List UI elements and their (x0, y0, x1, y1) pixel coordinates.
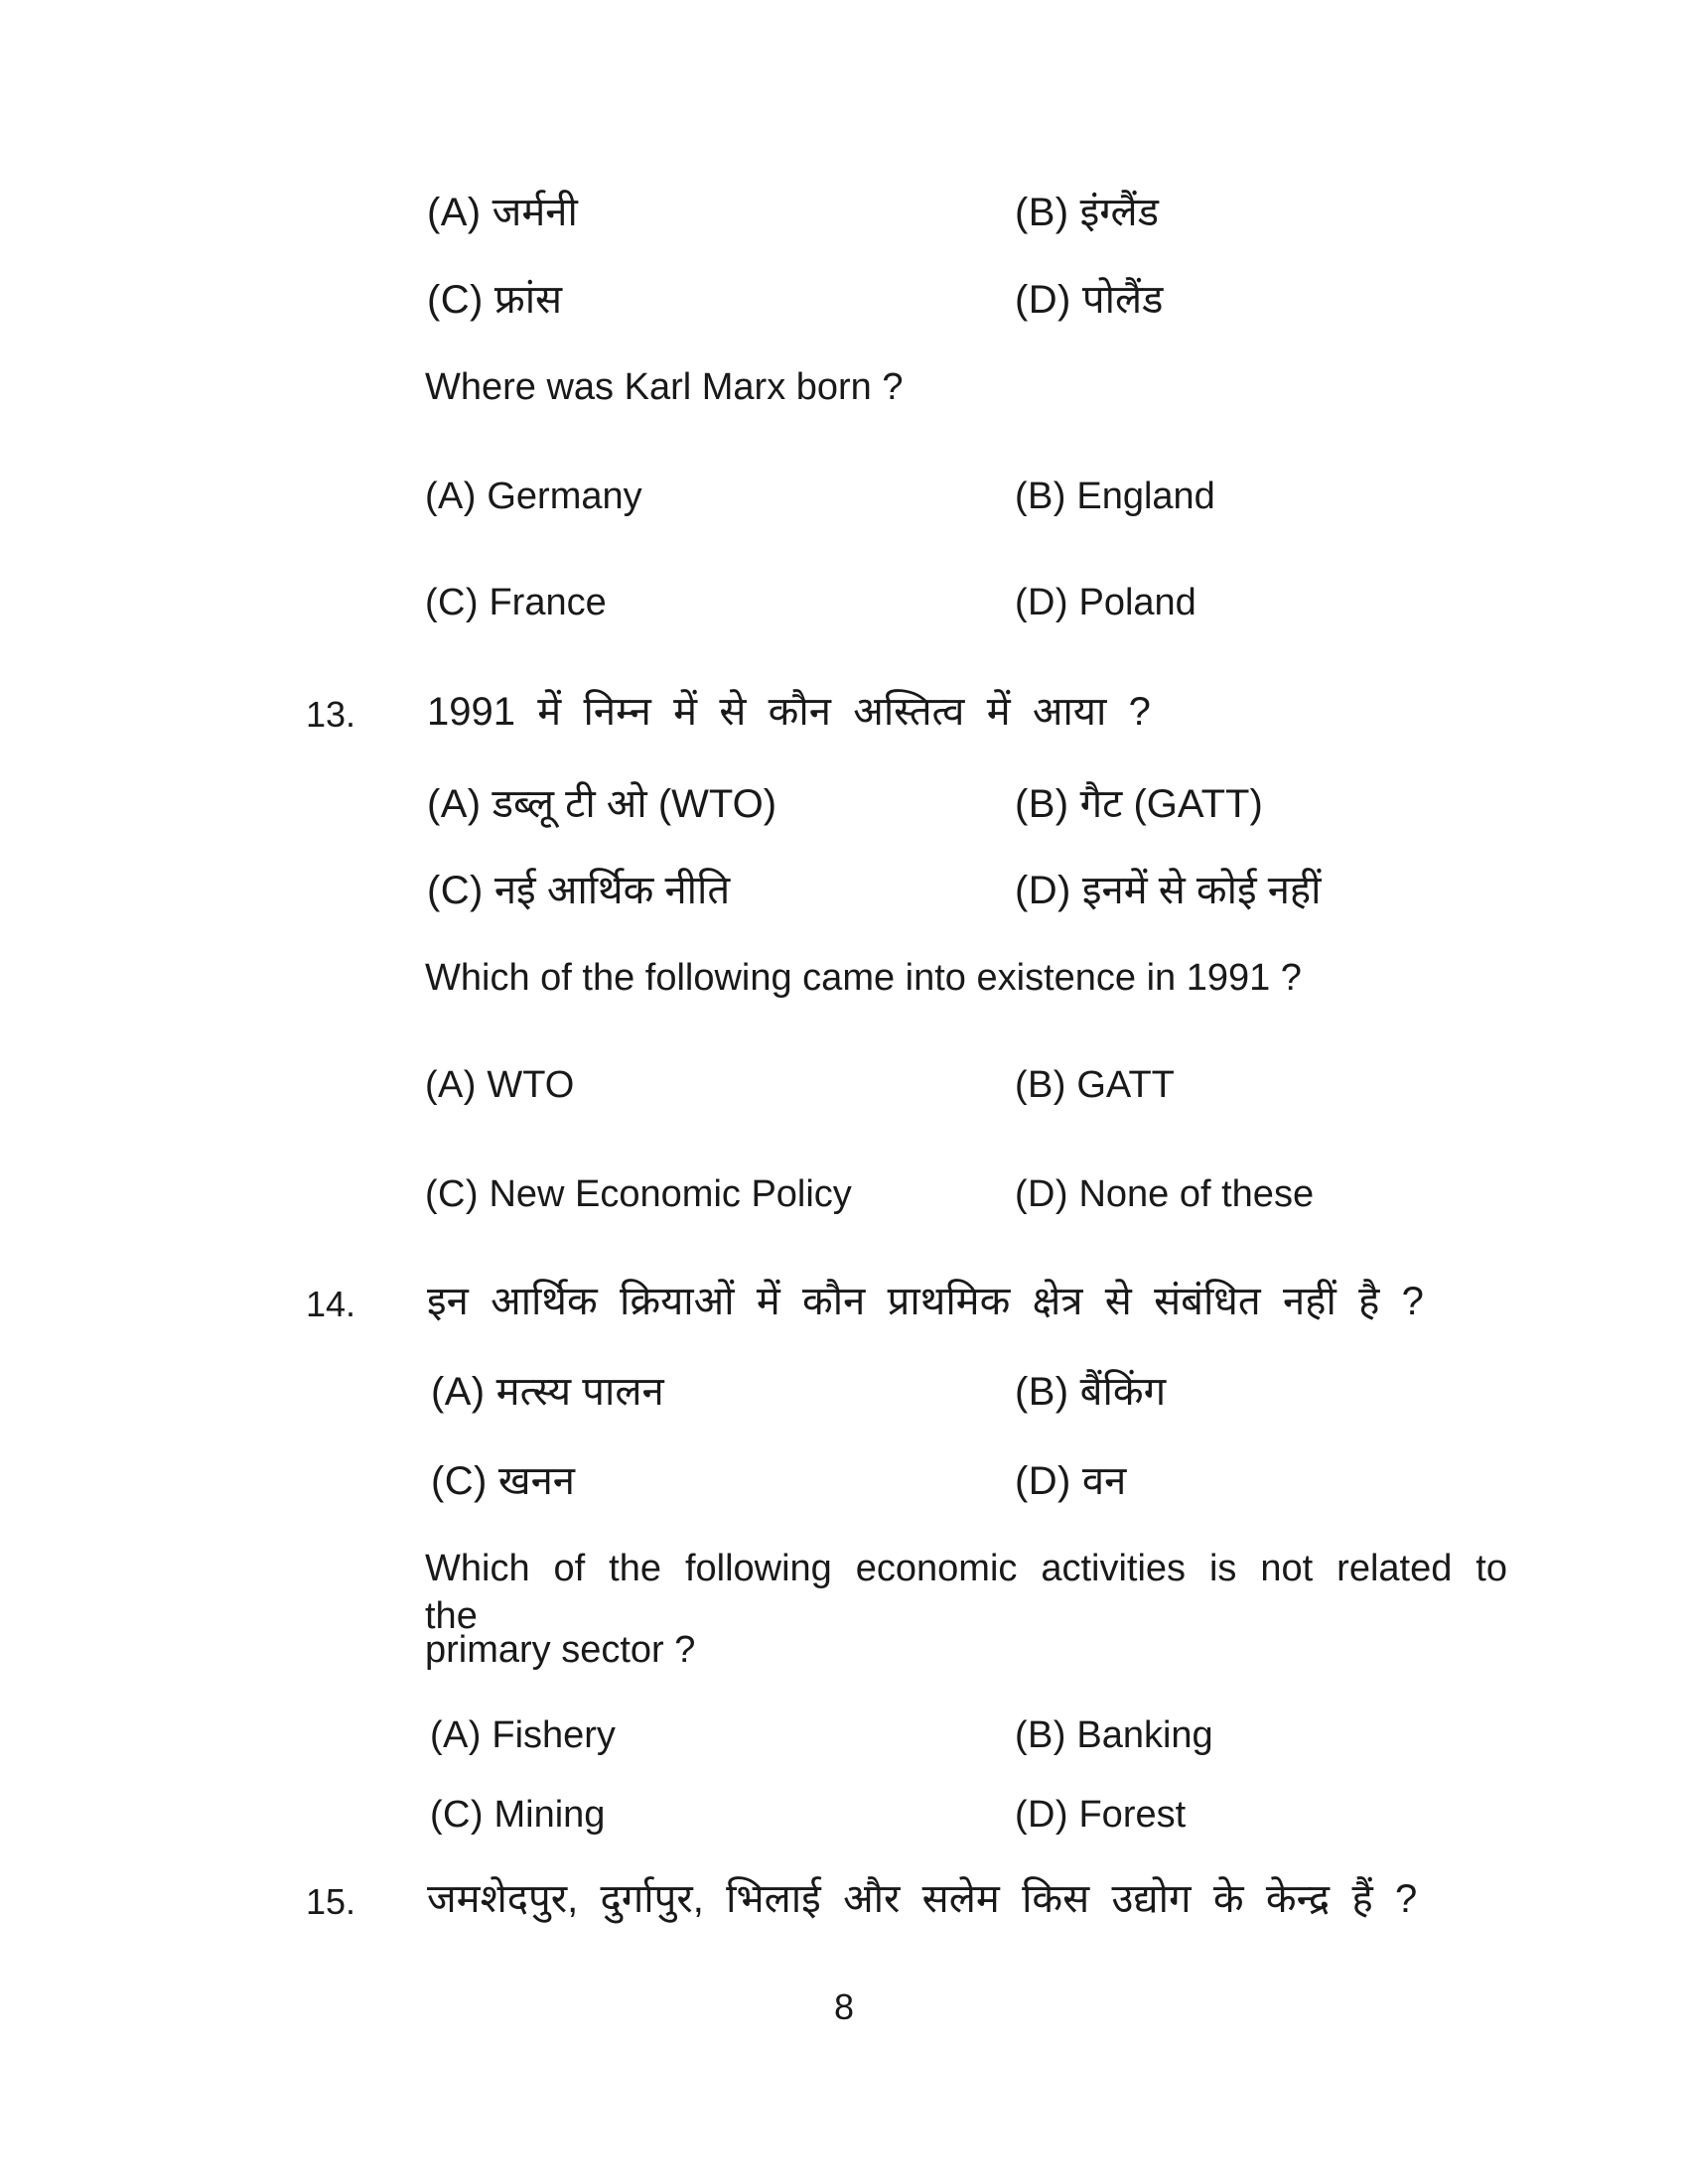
q14-option-hi-d (1015, 1456, 1126, 1506)
q12-option-en-a-text: Germany (487, 476, 642, 517)
q14-option-hi-b-label: (B) (1015, 1370, 1069, 1414)
q13-option-en-c-text: New Economic Policy (489, 1173, 852, 1215)
q12-option-en-c (425, 580, 607, 627)
q13-question-english: Which of the following came into existence in 1991 ? (425, 957, 1302, 999)
q13-option-hi-d-label: (D) (1015, 869, 1071, 912)
q13-number: 13. (306, 694, 356, 735)
q14-question-english-line1: Which of the following economic activities is not related to the (425, 1548, 1507, 1637)
q12-option-hi-c (427, 275, 562, 325)
q12-question-english: Where was Karl Marx born ? (425, 366, 904, 408)
q12-option-hi-b-text: इंग्लैंड (1079, 191, 1160, 234)
q12-option-en-b-label: (B) (1015, 476, 1066, 517)
q12-option-hi-b-label: (B) (1015, 191, 1069, 234)
q14-option-hi-a-label: (A) (431, 1370, 486, 1414)
q13-option-hi-c (427, 866, 730, 915)
q14-option-hi-d-label: (D) (1015, 1459, 1071, 1503)
q14-question-english-line2: primary sector ? (425, 1629, 696, 1671)
q12-option-en-d-text: Poland (1078, 582, 1196, 623)
q13-option-en-c-label: (C) (425, 1173, 479, 1215)
q13-option-en-b-label: (B) (1015, 1064, 1066, 1106)
q14-option-en-c-label: (C) (430, 1794, 484, 1836)
q14-option-en-a-label: (A) (430, 1714, 482, 1756)
q14-option-en-b (1015, 1712, 1213, 1760)
q12-option-en-b-text: England (1076, 476, 1215, 517)
q13-option-hi-b-label: (B) (1015, 782, 1069, 826)
q13-option-hi-a (427, 779, 776, 829)
q13-option-en-d-text: None of these (1078, 1173, 1315, 1215)
q12-option-en-a (425, 474, 642, 521)
q13-option-en-b (1015, 1062, 1175, 1110)
q15-question-hindi: जमशेदपुर, दुर्गापुर, भिलाई और सलेम किस उद्योग के केन्द्र हैं ? (427, 1877, 1418, 1921)
q12-option-hi-b (1015, 188, 1159, 237)
q13-option-hi-b-text: गैट (GATT) (1079, 782, 1263, 826)
q12-option-hi-d (1015, 275, 1163, 325)
q13-option-hi-b (1015, 779, 1263, 829)
q12-option-hi-a-label: (A) (427, 191, 482, 234)
q12-option-hi-d-label: (D) (1015, 278, 1071, 322)
q14-option-hi-c-label: (C) (431, 1459, 488, 1503)
q14-option-hi-b-text: बैंकिंग (1079, 1370, 1167, 1414)
q14-option-en-a (430, 1712, 616, 1760)
q13-option-en-c (425, 1171, 852, 1219)
q14-option-en-a-text: Fishery (492, 1714, 616, 1756)
q12-option-hi-c-text: फ्रांस (493, 278, 563, 322)
q13-option-hi-c-text: नई आर्थिक नीति (493, 869, 731, 912)
q12-option-en-d (1015, 580, 1196, 627)
q13-option-en-a (425, 1062, 574, 1110)
q12-option-hi-c-label: (C) (427, 278, 484, 322)
q13-option-en-a-label: (A) (425, 1064, 477, 1106)
q12-option-en-c-text: France (489, 582, 607, 623)
q14-question-hindi: इन आर्थिक क्रियाओं में कौन प्राथमिक क्षेत्र से संबंधित नहीं है ? (427, 1280, 1424, 1323)
q14-option-en-d-text: Forest (1078, 1794, 1187, 1836)
q12-option-hi-a (427, 188, 578, 237)
q13-option-en-d-label: (D) (1015, 1173, 1068, 1215)
q14-option-en-d-label: (D) (1015, 1794, 1068, 1836)
q13-option-hi-c-label: (C) (427, 869, 484, 912)
q13-option-en-b-text: GATT (1076, 1064, 1175, 1106)
q12-option-en-c-label: (C) (425, 582, 479, 623)
q14-option-en-d (1015, 1792, 1186, 1840)
q14-option-hi-a-text: मत्स्य पालन (495, 1370, 664, 1414)
q13-question-hindi: 1991 में निम्न में से कौन अस्तित्व में आया ? (427, 690, 1151, 734)
q14-number: 14. (306, 1284, 356, 1324)
page-number: 8 (833, 1986, 855, 2027)
q13-option-hi-d-text: इनमें से कोई नहीं (1081, 869, 1322, 912)
q14-option-hi-c (431, 1456, 575, 1506)
q13-option-en-a-text: WTO (487, 1064, 575, 1106)
q14-option-en-b-label: (B) (1015, 1714, 1066, 1756)
q14-option-hi-c-text: खनन (497, 1459, 575, 1503)
q12-option-en-b (1015, 474, 1215, 521)
q14-option-hi-a (431, 1367, 664, 1417)
q15-number: 15. (306, 1881, 356, 1922)
q14-option-hi-d-text: वन (1081, 1459, 1127, 1503)
q14-option-en-c-text: Mining (493, 1794, 606, 1836)
q14-option-en-c (430, 1792, 605, 1840)
q12-option-en-a-label: (A) (425, 476, 477, 517)
q13-option-hi-a-label: (A) (427, 782, 482, 826)
q12-option-hi-a-text: जर्मनी (492, 191, 578, 234)
q12-option-hi-d-text: पोलैंड (1081, 278, 1164, 322)
q13-option-en-d (1015, 1171, 1314, 1219)
q13-option-hi-d (1015, 866, 1322, 915)
q12-option-en-d-label: (D) (1015, 582, 1068, 623)
q14-option-hi-b (1015, 1367, 1166, 1417)
q13-option-hi-a-text: डब्लू टी ओ (WTO) (492, 782, 777, 826)
q14-option-en-b-text: Banking (1076, 1714, 1213, 1756)
